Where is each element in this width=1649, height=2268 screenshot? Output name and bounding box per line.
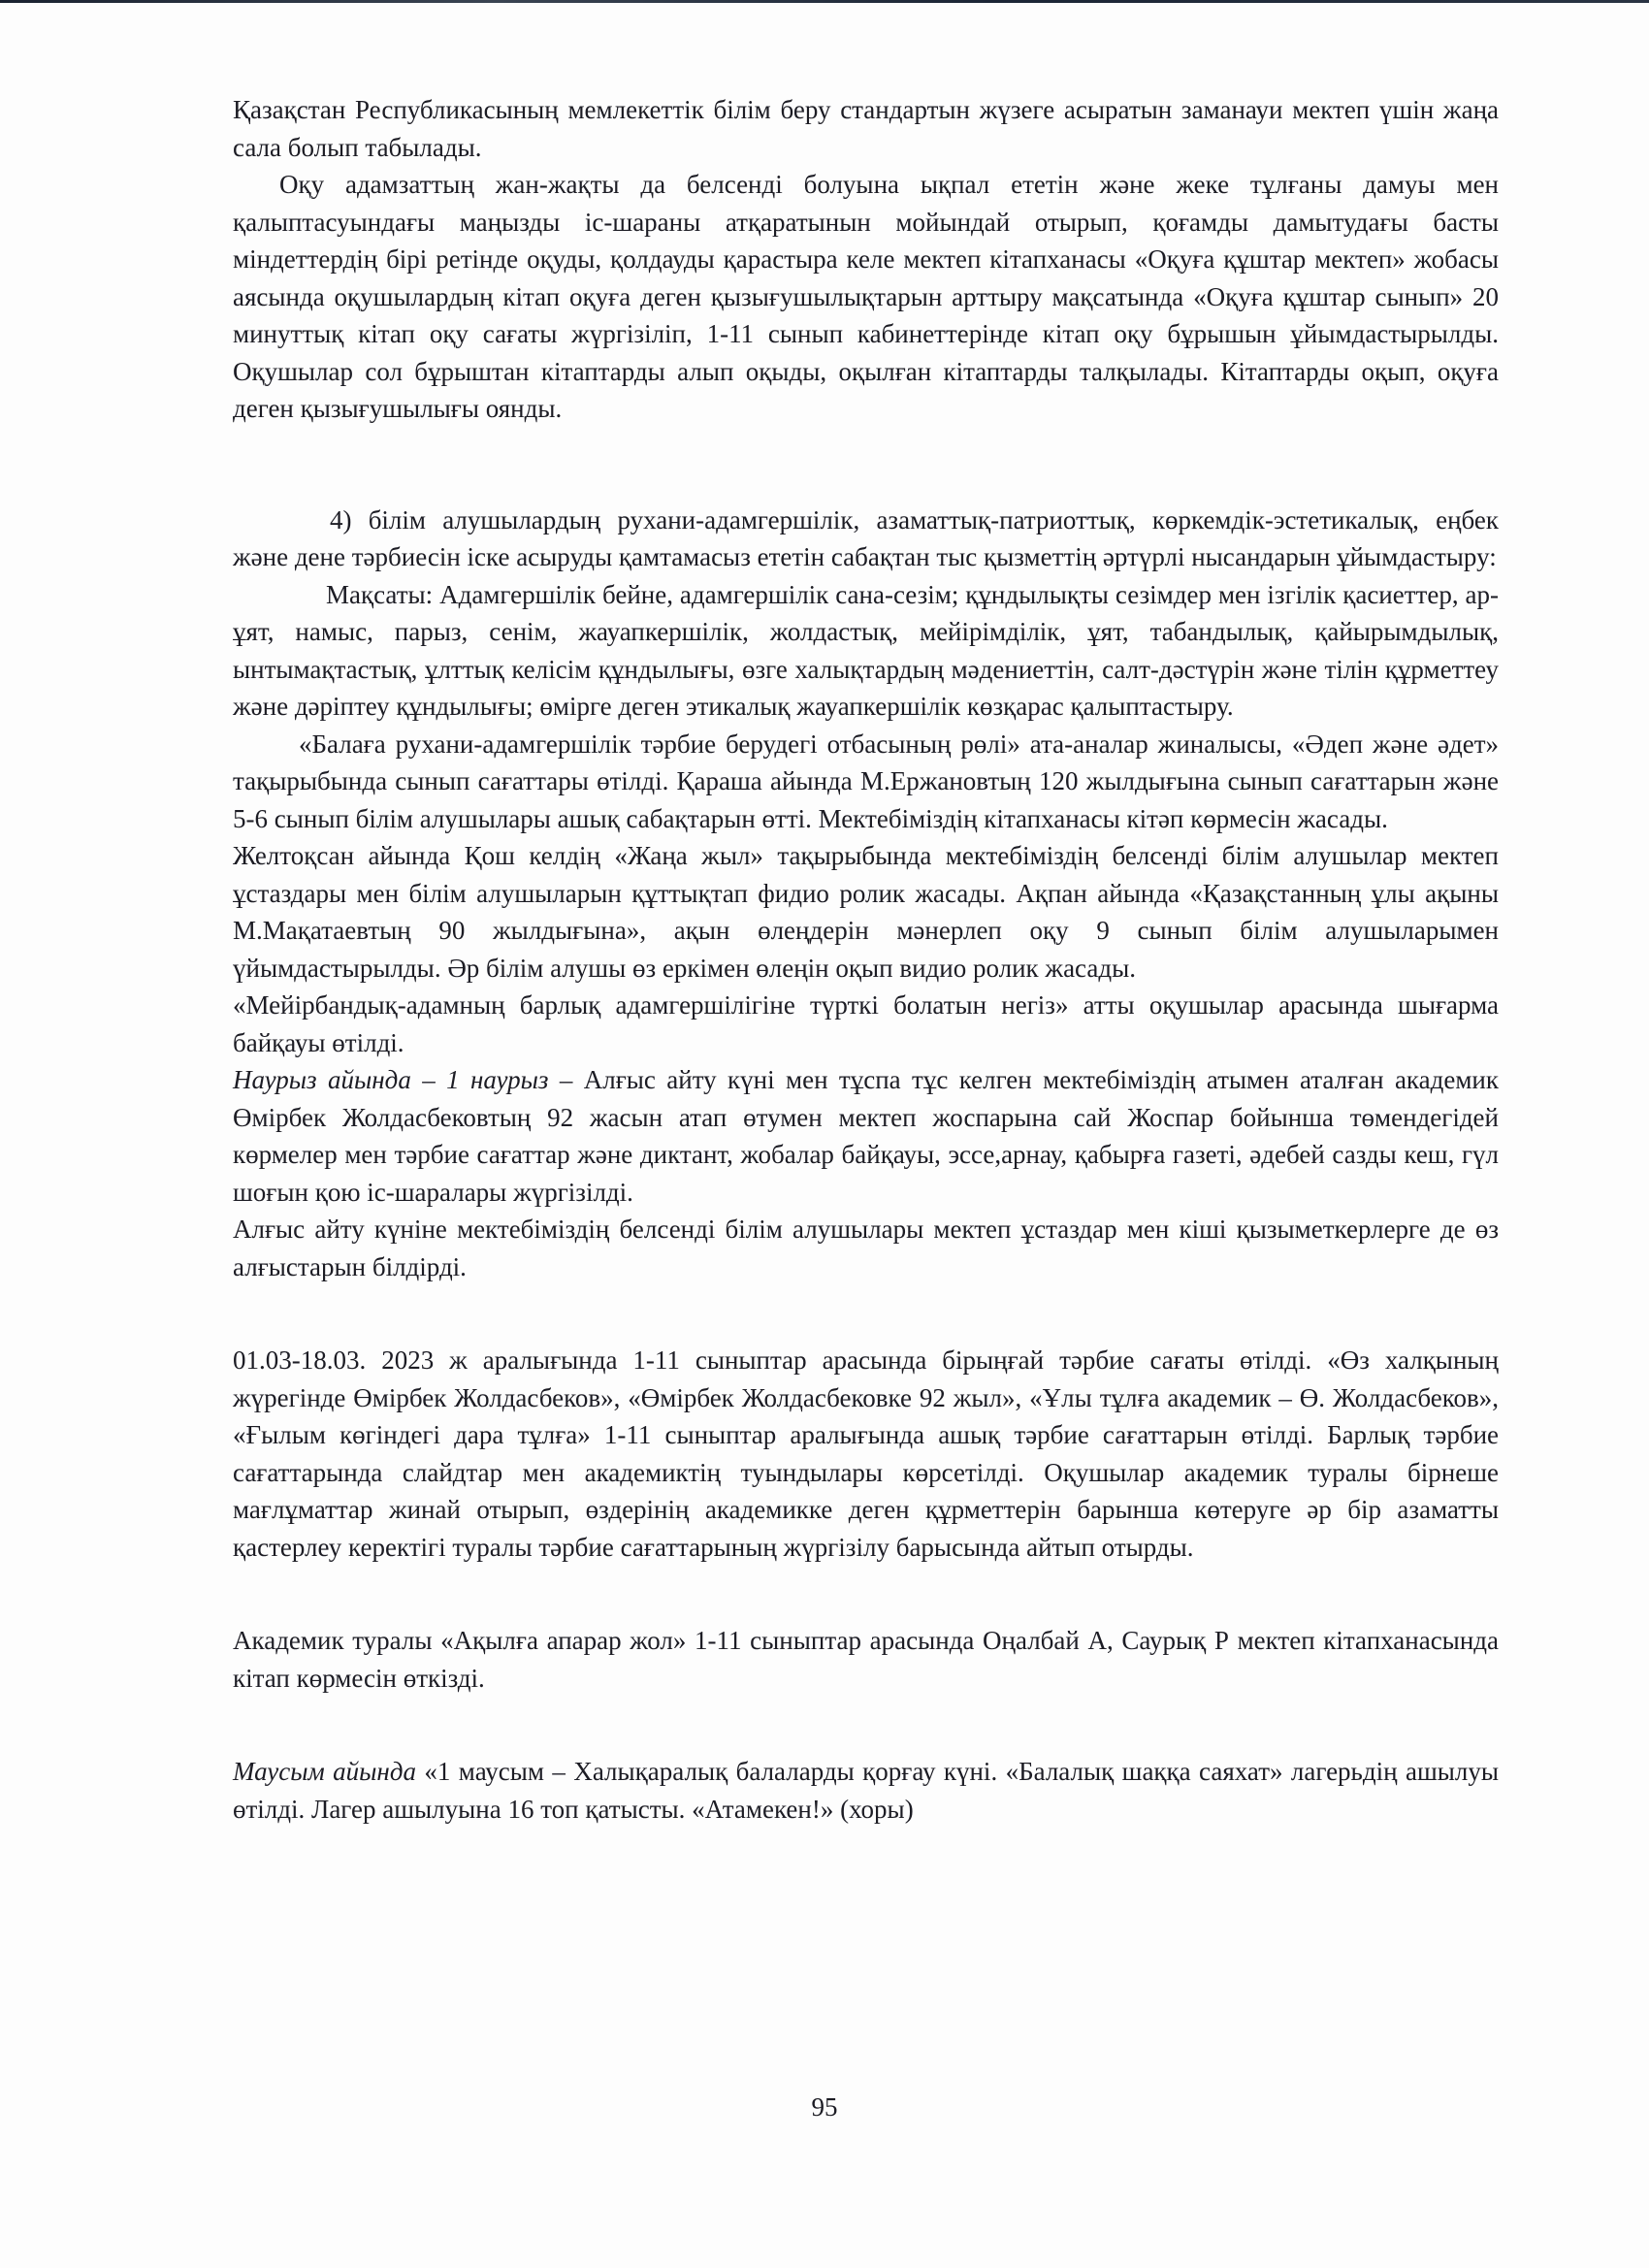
paragraph-gratitude-day: Алғыс айту күніне мектебіміздің белсенді білім алушылары мектеп ұстаздар мен кіші қызыметкерлерге де өз алғыстарын білдірді. [233, 1215, 1499, 1281]
paragraph-nauryz [233, 1061, 1499, 1211]
paragraph-goal: Мақсаты: Адамгершілік бейне, адамгершілік сана-сезім; құндылықты сезімдер мен ізгілік қасиеттер, ар-ұят, намыс, парыз, сенім, жауапкершілік, жолдастық, мейірімділік, ұят, табандылық, қайырымдылық, ынтымақтастық, ұлттық келісім құндылығы, өзге халықтардың мәдениеттін, салт-дәстүрін және тілін құрметтеу және дәріптеу құндылығы; өмірге деген этикалық жауапкершілік көзқарас қалыптастыру. [233, 579, 1499, 721]
paragraph-reading-project: Оқу адамзаттың жан-жақты да белсенді болуына ықпал ететін және жеке тұлғаны дамуы мен қалыптасуындағы маңызды іс-шараны атқаратынын мойындай отырып, қоғамды дамытудағы басты міндеттердің бірі ретінде оқуды, қолдауды қарастыра келе мектеп кітапханасы «Оқуға құштар мектеп» жобасы аясында оқушылардың кітап оқуға деген қызығушылықтарын арттыру мақсатында «Оқуға құштар сынып» 20 минуттық кітап оқу сағаты жүргізіліп, 1-11 сынып кабинеттерінде кітап оқу бұрышын ұйымдастырылды. Оқушылар сол бұрыштан кітаптарды алып оқыды, оқылған кітаптарды талқылады. Кітаптарды оқып, оқуға деген қызығушылығы оянды. [233, 170, 1499, 423]
page-number: 95 [811, 2092, 838, 2122]
paragraph-school-standard: Қазақстан Республикасының мемлекеттік білім беру стандартын жүзеге асыратын заманауи мектеп үшін жаңа сала болып табылады. [233, 95, 1499, 162]
italic-date-label-nauryz: Наурыз айында – 1 наурыз [233, 1065, 549, 1094]
paragraph-book-exhibition: Академик туралы «Ақылға апарар жол» 1-11 сыныптар арасында Оңалбай А, Саурық Р мектеп кітапханасында кітап көрмесін өткізді. [233, 1626, 1499, 1693]
paragraph-essay-contest: «Мейірбандық-адамның барлық адамгершілігіне түрткі болатын негіз» атты оқушылар арасында шығарма байқауы өтілді. [233, 990, 1499, 1057]
paragraph-nauryz-body: – Алғыс айту күні мен тұспа тұс келген мектебіміздің атымен аталған академик Өмірбек Жолдасбековтың 92 жасын атап өтумен мектеп жоспарына сай Жоспар бойынша төмендегідей көрмелер мен тәрбие сағаттар және диктант, жобалар байқауы, эссе,арнау, қабырға газеті, әдебей сазды кеш, гүл шоғын қою іс-шаралары жүргізілді. [233, 1065, 1500, 1207]
paragraph-parents-meeting: «Балаға рухани-адамгершілік тәрбие берудегі отбасының рөлі» ата-аналар жиналысы, «Әдеп және әдет» тақырыбында сынып сағаттары өтілді. Қараша айында М.Ержановтың 120 жылдығына сынып сағаттарын және 5-6 сынып білім алушылары ашық сабақтарын өтті. Мектебіміздің кітапханасы кітәп көрмесін жасады. [233, 729, 1499, 833]
italic-date-label-mausym: Маусым айында [233, 1757, 416, 1786]
scan-edge [0, 0, 1649, 3]
paragraph-december-february: Желтоқсан айында Қош келдің «Жаңа жыл» тақырыбында мектебіміздің белсенді білім алушылар мектеп ұстаздары мен білім алушыларын құттықтап фидио ролик жасады. Ақпан айында «Қазақстанның ұлы ақыны М.Мақатаевтың 90 жылдығына», ақын өлеңдерін мәнерлеп оқу 9 сынып білім алушыларымен үйымдастырылды. Әр білім алушы өз еркімен өлеңін оқып видио ролик жасады. [233, 841, 1499, 983]
paragraph-march-events: 01.03-18.03. 2023 ж аралығында 1-11 сыныптар арасында бірыңғай тәрбие сағаты өтілді. «Өз халқының жүрегінде Өмірбек Жолдасбеков», «Өмірбек Жолдасбековке 92 жыл», «Ұлы тұлға академик – Ө. Жолдасбеков», «Ғылым көгіндегі дара тұлға» 1-11 сыныптар аралығында ашық тәрбие сағаттарын өтілді. Барлық тәрбие сағаттарында слайдтар мен академиктің туындылары көрсетілді. Оқушылар академик туралы бірнеше мағлұматтар жинай отырып, өздерінің академикке деген құрметтерін барынша көтеруге әр бір азаматты қастерлеу керектігі туралы тәрбие сағаттарының жүргізілу барысында айтып отырды. [233, 1345, 1499, 1562]
document-page [233, 91, 1499, 1828]
paragraph-june-body: «1 маусым – Халықаралық балаларды қорғау күні. «Балалық шаққа саяхат» лагерьдің ашылуы өтілді. Лагер ашылуына 16 топ қатысты. «Атамекен!» (хоры) [233, 1757, 1499, 1824]
paragraph-june-events [233, 1753, 1499, 1828]
paragraph-section-4-heading: 4) білім алушылардың рухани-адамгершілік, азаматтық-патриоттық, көркемдік-эстетикалық, еңбек және дене тәрбиесін іске асыруды қамтамасыз ететін сабақтан тыс қызметтің әртүрлі нысандарын ұйымдастыру: [233, 504, 1499, 571]
